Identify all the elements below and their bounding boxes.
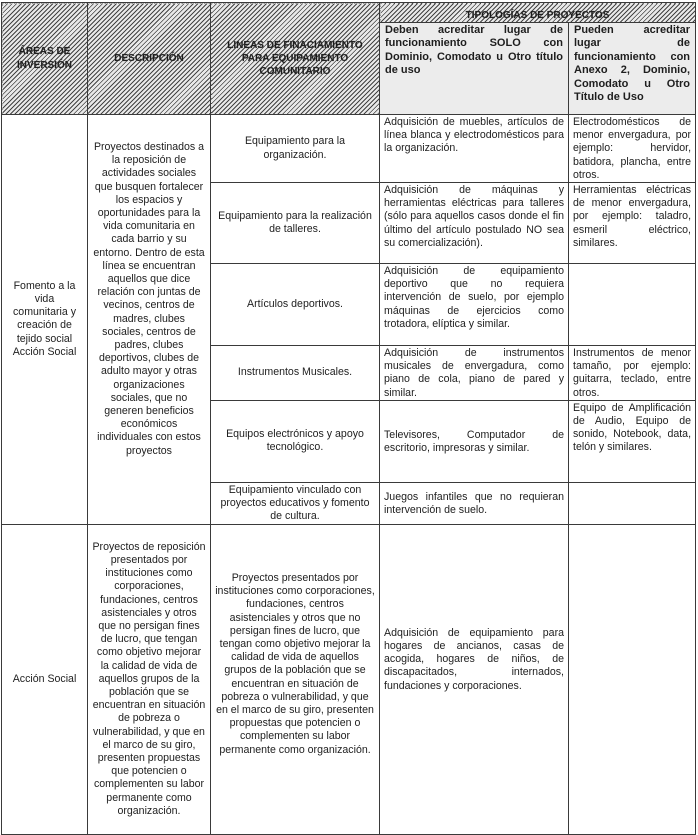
linea-cell: Equipos electrónicos y apoyo tecnológico. bbox=[211, 400, 380, 482]
deben-cell: Juegos infantiles que no requieran intervención de suelo. bbox=[380, 482, 569, 524]
linea-cell: Equipamiento vinculado con proyectos educativos y fomento de cultura. bbox=[211, 482, 380, 524]
area-cell: Acción Social bbox=[2, 524, 88, 834]
pueden-cell bbox=[569, 264, 696, 346]
table-row bbox=[2, 524, 696, 834]
descripcion-cell: Proyectos de reposición presentados por instituciones como corporaciones, fundaciones, centros asistenciales y otros que no persigan fines de lucro, que tengan como objetivo mejorar la calidad de vida de aquellos grupos de la población que se encuentran en situación de pobreza o vulnerabilidad, y que en el marco de su giro, presenten propuestas que potencien o complementen su labor permanente como organización. bbox=[88, 524, 211, 834]
pueden-cell bbox=[569, 524, 696, 834]
document-page bbox=[0, 2, 698, 834]
pueden-cell: Electrodomésticos de menor envergadura, por ejemplo: hervidor, batidora, plancha, entre otros. bbox=[569, 115, 696, 183]
pueden-cell: Instrumentos de menor tamaño, por ejemplo: guitarra, teclado, entre otros. bbox=[569, 346, 696, 401]
area-cell: Fomento a la vida comunitaria y creación de tejido social Acción Social bbox=[2, 115, 88, 525]
header-lineas-financiamiento: LINEAS DE FINACIAMIENTO PARA EQUIPAMIENTO COMUNITARIO bbox=[211, 3, 380, 115]
header-deben-acreditar: Deben acreditar lugar de funcionamiento SOLO con Dominio, Comodato u Otro título de uso bbox=[380, 23, 569, 115]
header-areas-de-inversion: ÁREAS DE INVERSIÓN bbox=[2, 3, 88, 115]
pueden-cell: Equipo de Amplificación de Audio, Equipo de sonido, Notebook, data, telón y similares. bbox=[569, 400, 696, 482]
deben-cell: Adquisición de equipamiento para hogares de ancianos, casas de acogida, hogares de niños, de discapacitados, internados, fundaciones y corporaciones. bbox=[380, 524, 569, 834]
investment-areas-table bbox=[1, 2, 696, 835]
deben-cell: Adquisición de equipamiento deportivo que no requiera intervención de suelo, por ejemplo máquinas de ejercicios como trotadora, elíptica y similar. bbox=[380, 264, 569, 346]
linea-cell: Equipamiento para la organización. bbox=[211, 115, 380, 183]
linea-cell: Instrumentos Musicales. bbox=[211, 346, 380, 401]
deben-cell: Adquisición de muebles, artículos de línea blanca y electrodomésticos para la organización. bbox=[380, 115, 569, 183]
linea-cell: Artículos deportivos. bbox=[211, 264, 380, 346]
header-pueden-acreditar: Pueden acreditar lugar de funcionamiento con Anexo 2, Dominio, Comodato u Otro Título de Uso bbox=[569, 23, 696, 115]
deben-cell: Adquisición de instrumentos musicales de envergadura, como piano de cola, piano de pared y similar. bbox=[380, 346, 569, 401]
linea-cell: Equipamiento para la realización de talleres. bbox=[211, 183, 380, 264]
deben-cell: Televisores, Computador de escritorio, impresoras y similar. bbox=[380, 400, 569, 482]
descripcion-cell: Proyectos destinados a la reposición de actividades sociales que busquen fortalecer los espacios y oportunidades para la vida comunitaria en cada barrio y su entorno. Dentro de esta línea se encuentran aquellos que dice relación con juntas de vecinos, centros de madres, clubes sociales, centros de padres, clubes deportivos, clubes de adulto mayor y otras organizaciones sociales, que no generen beneficios económicos individuales con estos proyectos bbox=[88, 115, 211, 525]
pueden-cell: Herramientas eléctricas de menor envergadura, por ejemplo: taladro, esmeril eléctrico, similares. bbox=[569, 183, 696, 264]
deben-cell: Adquisición de máquinas y herramientas eléctricas para talleres (sólo para aquellos casos donde el fin último del artículo postulado NO sea su comercialización). bbox=[380, 183, 569, 264]
header-tipologias-de-proyectos: TIPOLOGÍAS DE PROYECTOS bbox=[380, 3, 696, 23]
header-descripcion: DESCRIPCIÓN bbox=[88, 3, 211, 115]
pueden-cell bbox=[569, 482, 696, 524]
linea-cell: Proyectos presentados por instituciones como corporaciones, fundaciones, centros asistenciales y otros que no persigan fines de lucro, que tengan como objetivo mejorar la calidad de vida de aquellos grupos de la población que se encuentran en situación de pobreza o vulnerabilidad, y que en el marco de su giro, presenten propuestas que potencien o complementen su labor permanente como organización. bbox=[211, 524, 380, 834]
table-row bbox=[2, 115, 696, 183]
